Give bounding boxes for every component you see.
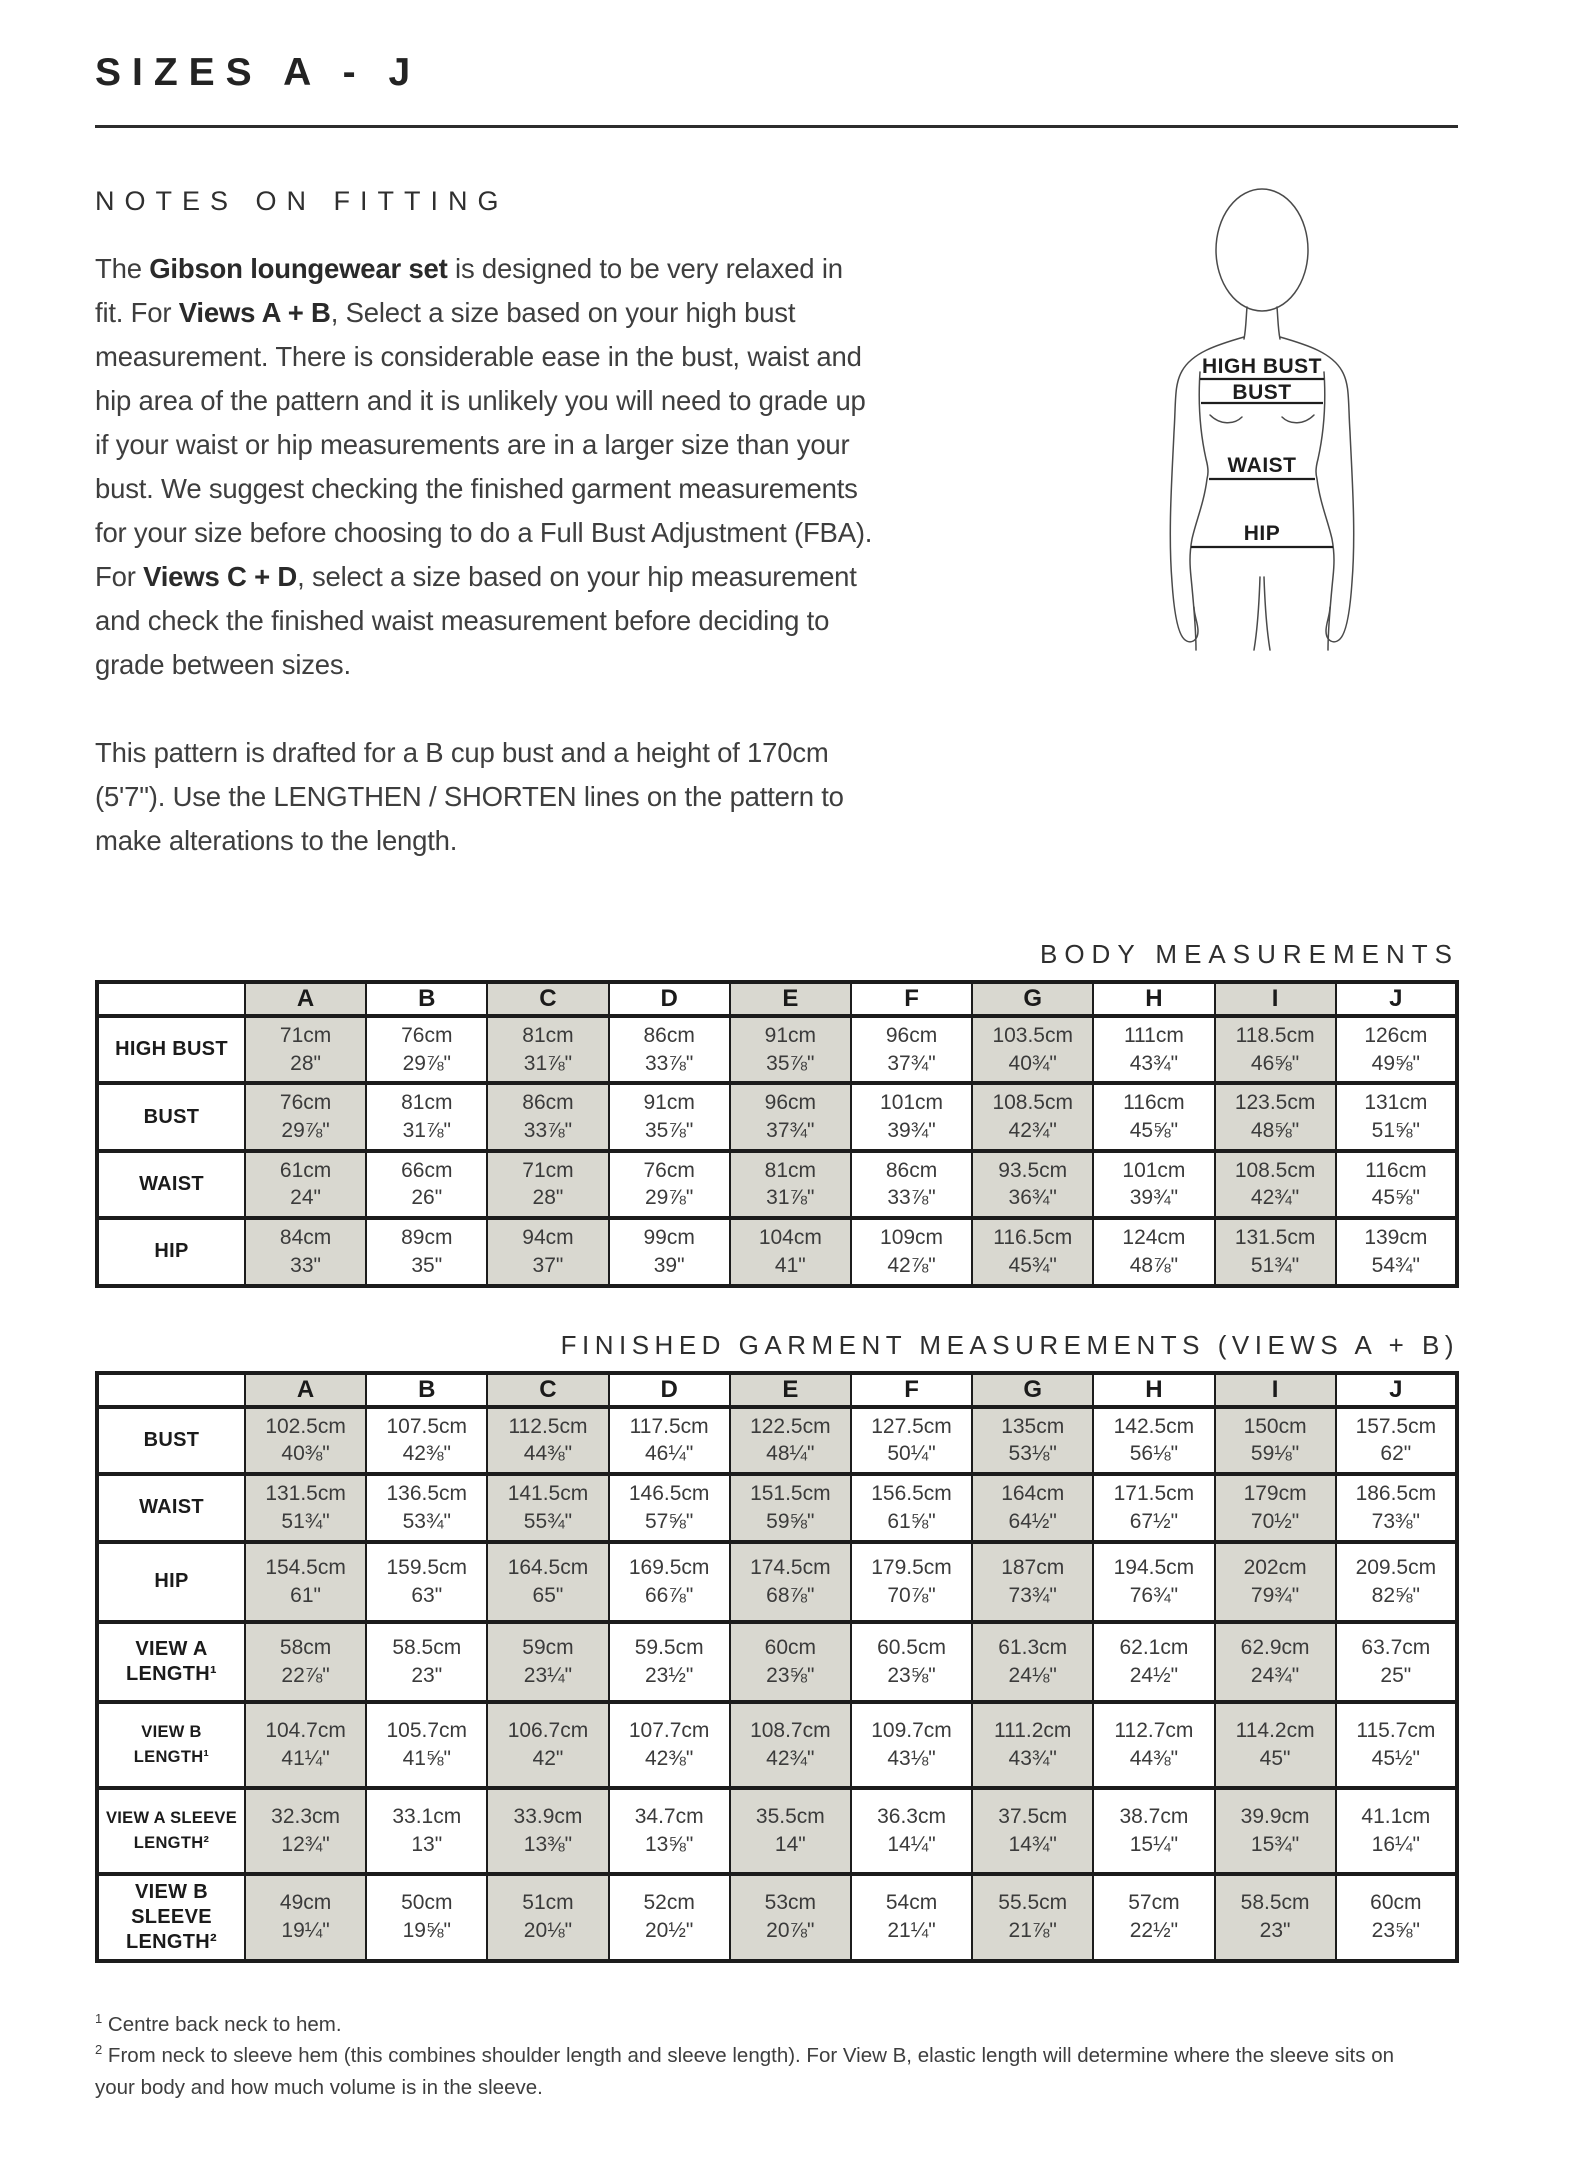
- measurement-cell: 94cm 37": [487, 1218, 608, 1285]
- measurement-cell: 58.5cm 23": [1215, 1874, 1336, 1961]
- measurement-cell: 96cm 37¾": [851, 1016, 972, 1083]
- measurement-cell: 66cm 26": [366, 1151, 487, 1218]
- measurement-cell: 71cm 28": [487, 1151, 608, 1218]
- figure-torso-right: [1316, 372, 1334, 650]
- measurement-cell: 179.5cm 70⅞": [851, 1542, 972, 1622]
- measurement-cell: 33.1cm 13": [366, 1788, 487, 1874]
- measurement-cell: 101cm 39¾": [1093, 1151, 1214, 1218]
- measurement-cell: 59cm 23¼": [487, 1622, 608, 1702]
- measurement-cell: 108.5cm 42¾": [1215, 1151, 1336, 1218]
- row-label: VIEW B LENGTH¹: [97, 1702, 245, 1788]
- measurement-cell: 194.5cm 76¾": [1093, 1542, 1214, 1622]
- figure-torso-left: [1190, 372, 1208, 650]
- measurement-cell: 164cm 64½": [972, 1474, 1093, 1541]
- measurement-cell: 157.5cm 62": [1336, 1407, 1457, 1474]
- measurement-cell: 105.7cm 41⅝": [366, 1702, 487, 1788]
- measurement-cell: 60cm 23⅝": [1336, 1874, 1457, 1961]
- body-measurements-table: [95, 980, 1459, 1288]
- measurement-cell: 58cm 22⅞": [245, 1622, 366, 1702]
- measurement-cell: 101cm 39¾": [851, 1083, 972, 1150]
- measurement-cell: 154.5cm 61": [245, 1542, 366, 1622]
- row-label: HIP: [97, 1542, 245, 1622]
- measurement-cell: 50cm 19⅝": [366, 1874, 487, 1961]
- measurement-cell: 81cm 31⅞": [487, 1016, 608, 1083]
- figure-head: [1216, 189, 1308, 311]
- drafting-paragraph: This pattern is drafted for a B cup bust and a height of 170cm (5'7"). Use the LENGTHEN / SHORTEN lines on the pattern to make alterations to the length.: [95, 736, 844, 856]
- measurement-cell: 106.7cm 42": [487, 1702, 608, 1788]
- measurement-cell: 159.5cm 63": [366, 1542, 487, 1622]
- measurement-cell: 52cm 20½": [609, 1874, 730, 1961]
- body-measurements-title: BODY MEASUREMENTS: [1039, 938, 1459, 969]
- measurement-cell: 107.5cm 42⅜": [366, 1407, 487, 1474]
- measurement-cell: 32.3cm 12¾": [245, 1788, 366, 1874]
- measurement-cell: 151.5cm 59⅝": [730, 1474, 851, 1541]
- table-corner-cell: [97, 982, 245, 1016]
- measurement-cell: 109.7cm 43⅛": [851, 1702, 972, 1788]
- measurement-cell: 142.5cm 56⅛": [1093, 1407, 1214, 1474]
- size-column-header: G: [972, 982, 1093, 1016]
- measurement-cell: 61cm 24": [245, 1151, 366, 1218]
- body-figure-illustration: [1134, 187, 1464, 652]
- measurement-cell: 53cm 20⅞": [730, 1874, 851, 1961]
- size-column-header: D: [609, 982, 730, 1016]
- measurement-cell: 102.5cm 40⅜": [245, 1407, 366, 1474]
- table-row: [97, 1542, 1457, 1622]
- measurement-cell: 187cm 73¾": [972, 1542, 1093, 1622]
- table-row: [97, 1407, 1457, 1474]
- table-row: [97, 1083, 1457, 1150]
- measurement-cell: 116cm 45⅝": [1093, 1083, 1214, 1150]
- measurement-cell: 111cm 43¾": [1093, 1016, 1214, 1083]
- measurement-cell: 146.5cm 57⅝": [609, 1474, 730, 1541]
- measurement-cell: 34.7cm 13⅝": [609, 1788, 730, 1874]
- measurement-cell: 174.5cm 68⅞": [730, 1542, 851, 1622]
- size-column-header: I: [1215, 982, 1336, 1016]
- measurement-cell: 91cm 35⅞": [609, 1083, 730, 1150]
- figure-bust-curve: [1282, 415, 1314, 423]
- measurement-cell: 209.5cm 82⅝": [1336, 1542, 1457, 1622]
- measurement-cell: 156.5cm 61⅝": [851, 1474, 972, 1541]
- measurement-cell: 76cm 29⅞": [245, 1083, 366, 1150]
- measurement-cell: 35.5cm 14": [730, 1788, 851, 1874]
- row-label: VIEW A SLEEVE LENGTH²: [97, 1788, 245, 1874]
- measurement-cell: 49cm 19¼": [245, 1874, 366, 1961]
- measurement-cell: 76cm 29⅞": [609, 1151, 730, 1218]
- measurement-cell: 104cm 41": [730, 1218, 851, 1285]
- size-column-header: B: [366, 1373, 487, 1407]
- measurement-cell: 109cm 42⅞": [851, 1218, 972, 1285]
- size-column-header: B: [366, 982, 487, 1016]
- title-divider: [95, 125, 1458, 128]
- body-measurements-section: [95, 939, 1464, 1288]
- measurement-cell: 81cm 31⅞": [366, 1083, 487, 1150]
- measurement-cell: 39.9cm 15¾": [1215, 1788, 1336, 1874]
- measurement-cell: 57cm 22½": [1093, 1874, 1214, 1961]
- size-column-header: J: [1336, 1373, 1457, 1407]
- table-row: [97, 1151, 1457, 1218]
- measurement-cell: 63.7cm 25": [1336, 1622, 1457, 1702]
- measurement-cell: 84cm 33": [245, 1218, 366, 1285]
- size-column-header: E: [730, 982, 851, 1016]
- figure-inner-leg: [1264, 577, 1270, 650]
- table-row: [97, 1702, 1457, 1788]
- size-column-header: C: [487, 982, 608, 1016]
- row-label: BUST: [97, 1083, 245, 1150]
- figure-inner-leg: [1254, 577, 1260, 650]
- size-column-header: J: [1336, 982, 1457, 1016]
- measurement-cell: 93.5cm 36¾": [972, 1151, 1093, 1218]
- size-column-header: F: [851, 1373, 972, 1407]
- measurement-cell: 112.7cm 44⅜": [1093, 1702, 1214, 1788]
- measurement-cell: 104.7cm 41¼": [245, 1702, 366, 1788]
- size-column-header: H: [1093, 1373, 1214, 1407]
- footnote: $^1$ Centre back neck to hem.: [95, 2010, 342, 2036]
- table-row: [97, 1474, 1457, 1541]
- measurement-cell: 59.5cm 23½": [609, 1622, 730, 1702]
- measurement-cell: 60cm 23⅝": [730, 1622, 851, 1702]
- table-corner-cell: [97, 1373, 245, 1407]
- footnotes: [95, 2009, 1415, 2104]
- size-column-header: H: [1093, 982, 1214, 1016]
- measurement-cell: 141.5cm 55¾": [487, 1474, 608, 1541]
- finished-garment-section: [95, 1330, 1464, 1963]
- intro-section: [95, 217, 1464, 863]
- finished-garment-table: [95, 1371, 1459, 1963]
- size-column-header: G: [972, 1373, 1093, 1407]
- measurement-cell: 36.3cm 14¼": [851, 1788, 972, 1874]
- measurement-cell: 61.3cm 24⅛": [972, 1622, 1093, 1702]
- measurement-cell: 115.7cm 45½": [1336, 1702, 1457, 1788]
- footnote: $^2$ From neck to sleeve hem (this combines shoulder length and sleeve length). For View B, elastic length will determine where the sleeve sits on your body and how much volume is in the sleeve.: [95, 2042, 1394, 2100]
- measurement-cell: 91cm 35⅞": [730, 1016, 851, 1083]
- size-column-header: F: [851, 982, 972, 1016]
- size-column-header: A: [245, 982, 366, 1016]
- measurement-cell: 116cm 45⅝": [1336, 1151, 1457, 1218]
- measurement-cell: 131.5cm 51¾": [245, 1474, 366, 1541]
- notes-on-fitting-heading: NOTES ON FITTING: [95, 185, 509, 216]
- measurement-cell: 127.5cm 50¼": [851, 1407, 972, 1474]
- measurement-cell: 60.5cm 23⅝": [851, 1622, 972, 1702]
- measurement-cell: 86cm 33⅞": [487, 1083, 608, 1150]
- measurement-cell: 96cm 37¾": [730, 1083, 851, 1150]
- figure-bust-curve: [1210, 415, 1242, 423]
- size-column-header: I: [1215, 1373, 1336, 1407]
- measurement-cell: 107.7cm 42⅜": [609, 1702, 730, 1788]
- measurement-cell: 76cm 29⅞": [366, 1016, 487, 1083]
- row-label: WAIST: [97, 1474, 245, 1541]
- measurement-cell: 124cm 48⅞": [1093, 1218, 1214, 1285]
- bust-label: BUST: [1232, 380, 1292, 404]
- row-label: HIP: [97, 1218, 245, 1285]
- measurement-cell: 38.7cm 15¼": [1093, 1788, 1214, 1874]
- measurement-cell: 123.5cm 48⅝": [1215, 1083, 1336, 1150]
- measurement-cell: 54cm 21¼": [851, 1874, 972, 1961]
- measurement-cell: 186.5cm 73⅜": [1336, 1474, 1457, 1541]
- measurement-cell: 171.5cm 67½": [1093, 1474, 1214, 1541]
- table-row: [97, 1016, 1457, 1083]
- measurement-cell: 51cm 20⅛": [487, 1874, 608, 1961]
- measurement-cell: 136.5cm 53¾": [366, 1474, 487, 1541]
- measurement-cell: 164.5cm 65": [487, 1542, 608, 1622]
- measurement-cell: 114.2cm 45": [1215, 1702, 1336, 1788]
- measurement-cell: 111.2cm 43¾": [972, 1702, 1093, 1788]
- measurement-cell: 86cm 33⅞": [609, 1016, 730, 1083]
- body-measurement-figure: [1134, 187, 1464, 652]
- measurement-cell: 108.5cm 42¾": [972, 1083, 1093, 1150]
- measurement-cell: 62.9cm 24¾": [1215, 1622, 1336, 1702]
- measurement-cell: 108.7cm 42¾": [730, 1702, 851, 1788]
- high-bust-label: HIGH BUST: [1202, 354, 1322, 378]
- measurement-cell: 81cm 31⅞": [730, 1151, 851, 1218]
- measurement-cell: 202cm 79¾": [1215, 1542, 1336, 1622]
- measurement-cell: 71cm 28": [245, 1016, 366, 1083]
- measurement-cell: 62.1cm 24½": [1093, 1622, 1214, 1702]
- table-row: [97, 1788, 1457, 1874]
- measurement-cell: 131cm 51⅝": [1336, 1083, 1457, 1150]
- size-column-header: C: [487, 1373, 608, 1407]
- table-row: [97, 1218, 1457, 1285]
- page-title: SIZES A - J: [95, 51, 422, 94]
- row-label: VIEW A LENGTH¹: [97, 1622, 245, 1702]
- measurement-cell: 41.1cm 16¼": [1336, 1788, 1457, 1874]
- measurement-cell: 33.9cm 13⅜": [487, 1788, 608, 1874]
- row-label: VIEW B SLEEVE LENGTH²: [97, 1874, 245, 1961]
- measurement-cell: 131.5cm 51¾": [1215, 1218, 1336, 1285]
- fitting-notes-text: [95, 217, 877, 863]
- size-column-header: E: [730, 1373, 851, 1407]
- measurement-cell: 116.5cm 45¾": [972, 1218, 1093, 1285]
- figure-neck: [1244, 307, 1247, 339]
- measurement-cell: 112.5cm 44⅜": [487, 1407, 608, 1474]
- finished-garment-title: FINISHED GARMENT MEASUREMENTS (VIEWS A + B): [560, 1329, 1459, 1360]
- measurement-cell: 150cm 59⅛": [1215, 1407, 1336, 1474]
- measurement-cell: 169.5cm 66⅞": [609, 1542, 730, 1622]
- figure-neck: [1277, 307, 1280, 339]
- measurement-cell: 103.5cm 40¾": [972, 1016, 1093, 1083]
- row-label: WAIST: [97, 1151, 245, 1218]
- measurement-cell: 99cm 39": [609, 1218, 730, 1285]
- table-row: [97, 1874, 1457, 1961]
- measurement-cell: 89cm 35": [366, 1218, 487, 1285]
- size-column-header: D: [609, 1373, 730, 1407]
- row-label: HIGH BUST: [97, 1016, 245, 1083]
- row-label: BUST: [97, 1407, 245, 1474]
- measurement-cell: 117.5cm 46¼": [609, 1407, 730, 1474]
- hip-label: HIP: [1243, 521, 1281, 545]
- measurement-cell: 37.5cm 14¾": [972, 1788, 1093, 1874]
- table-row: [97, 1622, 1457, 1702]
- size-column-header: A: [245, 1373, 366, 1407]
- waist-label: WAIST: [1227, 453, 1297, 477]
- measurement-cell: 58.5cm 23": [366, 1622, 487, 1702]
- measurement-cell: 118.5cm 46⅝": [1215, 1016, 1336, 1083]
- measurement-cell: 179cm 70½": [1215, 1474, 1336, 1541]
- measurement-cell: 122.5cm 48¼": [730, 1407, 851, 1474]
- measurement-cell: 135cm 53⅛": [972, 1407, 1093, 1474]
- fitting-paragraph: The Gibson loungewear set is designed to be very relaxed in fit. For Views A + B, Select a size based on your high bust measurement. There is considerable ease in the bust, waist and hip area of the pattern and it is unlikely you will need to grade up if your waist or hip measurements are in a larger size than your bust. We suggest checking the finished garment measurements for your size before choosing to do a Full Bust Adjustment (FBA). For Views C + D, select a size based on your hip measurement and check the finished waist measurement before deciding to grade between sizes.: [95, 252, 873, 680]
- measurement-cell: 126cm 49⅝": [1336, 1016, 1457, 1083]
- measurement-cell: 55.5cm 21⅞": [972, 1874, 1093, 1961]
- measurement-cell: 139cm 54¾": [1336, 1218, 1457, 1285]
- measurement-cell: 86cm 33⅞": [851, 1151, 972, 1218]
